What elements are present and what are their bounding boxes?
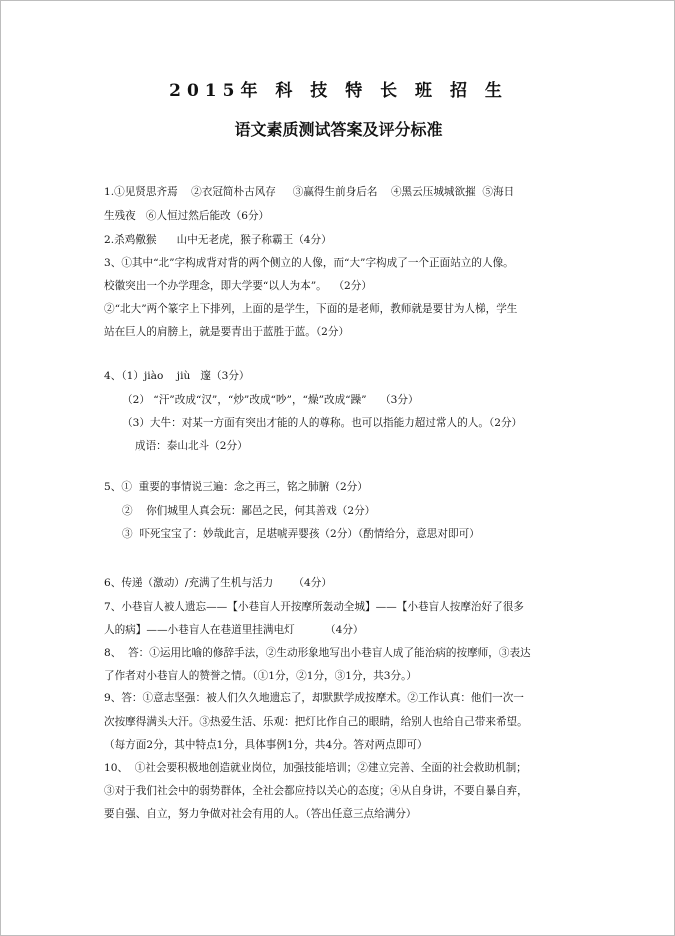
answer-9-line-2: 次按摩得满头大汗。③热爱生活、乐观：把灯比作自己的眼睛，给别人也给自己带来希望。	[104, 716, 528, 728]
answer-3-line-3: ②“北大”两个篆字上下排列，上面的是学生，下面的是老师，教师就是要甘为人梯，学生	[104, 303, 518, 315]
answer-9-line-3: （每方面2分，其中特点1分，具体事例1分，共4分。答对两点即可）	[104, 739, 428, 751]
answer-8-line-2: 了作者对小巷盲人的赞誉之情。（①1分，②1分，③1分，共3分。）	[104, 670, 417, 682]
answer-7-line-1: 7、小巷盲人被人遗忘——【小巷盲人开按摩所轰动全城】——【小巷盲人按摩治好了很多	[104, 601, 524, 613]
answer-5-line-3: ③ 吓死宝宝了：妙哉此言，足堪唬弄婴孩（2分）（酌情给分，意思对即可）	[122, 528, 480, 540]
answer-5-line-2: ② 你们城里人真会玩：鄙邑之民，何其善戏（2分）	[122, 505, 376, 517]
answer-5-line-1: 5、① 重要的事情说三遍：念之再三，铭之肺腑（2分）	[104, 481, 368, 493]
page-subtitle: 语文素质测试答案及评分标准	[234, 120, 443, 139]
answer-4-line-1: 4、（1）jiào jiù 邃（3分）	[104, 370, 250, 382]
answer-10-line-3: 要自强、自立，努力争做对社会有用的人。（答出任意三点给满分）	[104, 808, 417, 820]
answer-9-line-1: 9、答：①意志坚强：被人们久久地遗忘了，却默默学成按摩术。②工作认真：他们一次一	[104, 692, 524, 704]
answer-1-line-2: 生残夜 ⑥人恒过然后能改（6分）	[104, 210, 270, 222]
answer-3-line-1: 3、①其中“北”字构成背对背的两个侧立的人像，而“大”字构成了一个正面站立的人像。	[104, 257, 514, 269]
answer-7-line-2: 人的病】——小巷盲人在巷道里挂满电灯 （4分）	[104, 624, 364, 636]
answer-3-line-4: 站在巨人的肩膀上，就是要青出于蓝胜于蓝。（2分）	[104, 326, 350, 338]
answer-3-line-2: 校徽突出一个办学理念，即大学要“以人为本”。 （2分）	[104, 280, 372, 292]
answer-4-line-4: 成语：泰山北斗（2分）	[135, 440, 248, 452]
answer-10-line-1: 10、 ①社会要积极地创造就业岗位，加强技能培训；②建立完善、全面的社会救助机制；	[104, 762, 527, 774]
answer-6: 6、传递（激动）/充满了生机与活力 （4分）	[104, 577, 332, 589]
answer-10-line-2: ③对于我们社会中的弱势群体，全社会都应持以关心的态度；④从自身讲，不要自暴自弃，	[104, 785, 528, 797]
answer-8-line-1: 8、 答：①运用比喻的修辞手法，②生动形象地写出小巷盲人成了能治病的按摩师，③表达	[104, 647, 531, 659]
answer-4-line-3: （3）大牛：对某一方面有突出才能的人的尊称。也可以指能力超过常人的人。（2分）	[122, 417, 523, 429]
answer-4-line-2: （2） “汗”改成“汉”，“炒”改成“吵”，“燥”改成“躁” （3分）	[122, 394, 419, 406]
answer-2: 2.杀鸡儆猴 山中无老虎，猴子称霸王（4分）	[104, 234, 332, 246]
answer-1-line-1: 1.①见贤思齐焉 ②衣冠简朴古风存 ③赢得生前身后名 ④黑云压城城欲摧 ⑤海日	[104, 186, 515, 198]
page-title: 2015年 科 技 特 长 班 招 生	[169, 81, 508, 101]
